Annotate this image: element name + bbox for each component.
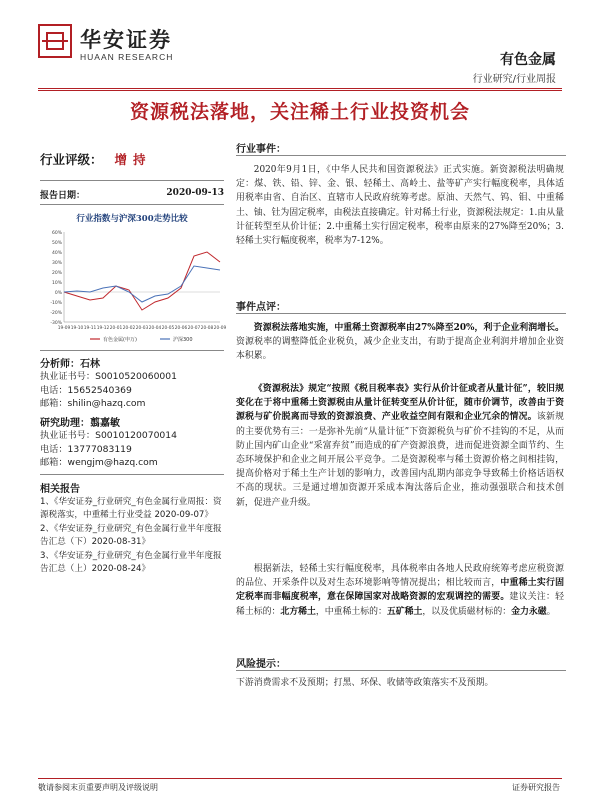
report-type: 行业研究/行业周报 (472, 74, 556, 85)
comment-paragraph-1 (236, 321, 564, 364)
divider (236, 155, 566, 156)
risk-heading: 风险提示： (236, 659, 286, 670)
assistant-email: 邮箱：wengjm@hazq.com (40, 457, 158, 469)
report-title: 资源税法落地，关注稀土行业投资机会 (129, 101, 470, 123)
logo-text-en: HUAAN RESEARCH (80, 52, 174, 62)
legend-label: 沪深300 (173, 337, 193, 343)
y-tick-label: 20% (51, 271, 62, 276)
analyst-info (40, 370, 224, 411)
x-tick-label: 20-09 (213, 326, 227, 331)
related-reports-heading: 相关报告 (40, 484, 80, 495)
analyst-cert: 执业证书号：S0010520060001 (40, 371, 177, 382)
event-paragraph: 2020年9月1日，《中华人民共和国资源税法》正式实施。新资源税法明确规定：煤、铁、铅、锌、金、银、轻稀土、高岭土、盐等矿产实行幅度税率，具体适用税率由省、自治区、直辖市人民政府统筹考虑。原油、天然气、钨、钼、中重稀土、铀、钍为固定税率，由税法直接确定。针对稀土行业，资源税法规定：1.由从量计征转型至从价计征；2.中重稀土实行固定税率，税率由原来的27%降至20%；3.轻稀土实行幅度税率，税率为7-12%。 (236, 165, 564, 247)
x-tick-label: 20-05 (161, 326, 175, 331)
y-tick-label: 0% (54, 291, 62, 296)
divider (40, 180, 224, 181)
x-tick-label: 20-04 (148, 326, 162, 331)
comment-heading: 事件点评： (236, 302, 286, 313)
rating-value: 增持 (114, 152, 152, 167)
x-tick-label: 19-11 (83, 326, 97, 331)
x-tick-label: 19-12 (96, 326, 110, 331)
divider (40, 474, 224, 475)
comment-3-body: 根据新法，轻稀土实行幅度税率，具体税率由各地人民政府统筹考虑应税资源的品位、开采条件以及对生态环境影响等情况提出；相比较而言， (236, 564, 564, 589)
x-tick-label: 19-09 (57, 326, 71, 331)
comment-2-highlight: 《资源税法》规定“按照《税目税率表》实行从价计征或者从量计征”，较旧规变化在于将中重稀土资源税由从量计征转变至从价计征，随市价调节，改善由于资源税与矿价脱离而导致的资源浪费、产业收益空间有限和企业冗余的情况。 (236, 384, 564, 423)
series-line-1 (64, 266, 220, 302)
analyst-email: 邮箱：shilin@hazq.com (40, 398, 146, 410)
report-date-label: 报告日期： (40, 191, 86, 201)
comment-2-body: 该新规的主要优势有三：一是弥补先前“从量计征”下资源税负与矿价不挂钩的不足，从而防止国内矿山企业“采富弃贫”而造成的矿产资源浪费，进而促进资源全面节约、生态环境保护和企业之间开展公平竞争。二是资源税率与稀土资源价格之间相挂钩，提高价格对于稀土生产计划的影响力，改善国内乱期内部竞争导致稀土价格话语权不高的现状。三是通过增加资源开采成本淘汰落后企业，推动强强联合和技术创新，促进产业升级。 (236, 412, 565, 508)
comment-3-text: 。 (546, 606, 556, 617)
footer-label: 证券研究报告 (512, 783, 560, 792)
rating-label: 行业评级： (40, 152, 103, 167)
sector-label: 有色金属 (500, 52, 556, 68)
related-report-item: 1、《华安证券_行业研究_有色金属行业周报：资源税落实，中重稀土行业受益 2020-09-07》 (40, 497, 222, 521)
y-tick-label: 50% (51, 241, 62, 246)
industry-rating (40, 150, 152, 168)
x-tick-label: 20-06 (174, 326, 188, 331)
y-tick-label: 30% (51, 261, 62, 266)
related-report-item: 2、《华安证券_行业研究_有色金属行业半年度报告汇总（下）2020-08-31》 (40, 523, 222, 548)
y-tick-label: -30% (50, 321, 62, 326)
divider (236, 670, 566, 671)
chart-title: 行业指数与沪深300走势比较 (76, 214, 188, 224)
company-logo-icon (38, 24, 72, 58)
header-divider-secondary (38, 90, 562, 91)
x-tick-label: 20-02 (122, 326, 136, 331)
x-tick-label: 20-08 (200, 326, 214, 331)
comment-1-body: 资源税率的调整降低企业税负，减少企业支出，有助于提高企业利润并增加企业资本积累。 (236, 337, 564, 362)
x-tick-label: 20-01 (109, 326, 123, 331)
comment-1-highlight: 资源税法落地实施，中重稀土资源税率由27%降至20%，利于企业利润增长。 (253, 323, 564, 333)
stock-pick-1: 北方稀土 (280, 606, 316, 617)
footer-divider (38, 778, 562, 779)
y-tick-label: 40% (51, 251, 62, 256)
report-date-value: 2020-09-13 (166, 188, 224, 198)
comment-3-recommend: 建议关注：轻稀土标的： (236, 592, 565, 617)
analyst-heading: 分析师：石林 (40, 359, 100, 370)
risk-text: 下游消费需求不及预期；打黑、环保、收储等政策落实不及预期。 (236, 678, 494, 688)
x-tick-label: 19-10 (70, 326, 84, 331)
comment-paragraph-3 (236, 562, 564, 619)
related-report-item: 3、《华安证券_行业研究_有色金属行业半年度报告汇总（上）2020-08-24》 (40, 550, 222, 575)
legend-label: 有色金属(申万) (103, 337, 137, 343)
event-heading: 行业事件： (236, 144, 286, 155)
divider (236, 313, 566, 314)
analyst-phone: 电话：15652540369 (40, 384, 132, 396)
y-tick-label: 60% (51, 231, 62, 236)
assistant-heading: 研究助理：翦嘉敏 (40, 418, 120, 429)
comment-paragraph-2 (236, 382, 564, 510)
y-tick-label: -10% (50, 301, 62, 306)
related-reports-list (40, 496, 224, 576)
footer-disclaimer: 敬请参阅末页重要声明及评级说明 (38, 783, 158, 792)
x-tick-label: 20-03 (135, 326, 149, 331)
comment-3-text: ，中重稀土标的： (315, 606, 387, 617)
stock-pick-3: 金力永磁 (511, 606, 547, 617)
assistant-phone: 电话：13777083119 (40, 443, 132, 455)
divider (40, 350, 224, 351)
y-tick-label: -20% (50, 311, 62, 316)
assistant-cert: 执业证书号：S0010120070014 (40, 430, 177, 441)
stock-pick-2: 五矿稀土 (386, 606, 423, 617)
y-tick-label: 10% (51, 281, 62, 286)
comment-3-highlight: 中重稀土实行固定税率而非幅度税率，意在保障国家对战略资源的宏观调控的需要。 (236, 578, 565, 603)
index-comparison-chart (40, 226, 227, 346)
logo-text-cn: 华安证券 (80, 27, 172, 52)
divider (40, 204, 224, 205)
x-tick-label: 20-07 (187, 326, 201, 331)
header-divider (38, 88, 562, 89)
series-line-0 (64, 252, 220, 310)
assistant-info (40, 429, 224, 470)
comment-3-text: ，以及优质磁材标的： (422, 606, 512, 617)
